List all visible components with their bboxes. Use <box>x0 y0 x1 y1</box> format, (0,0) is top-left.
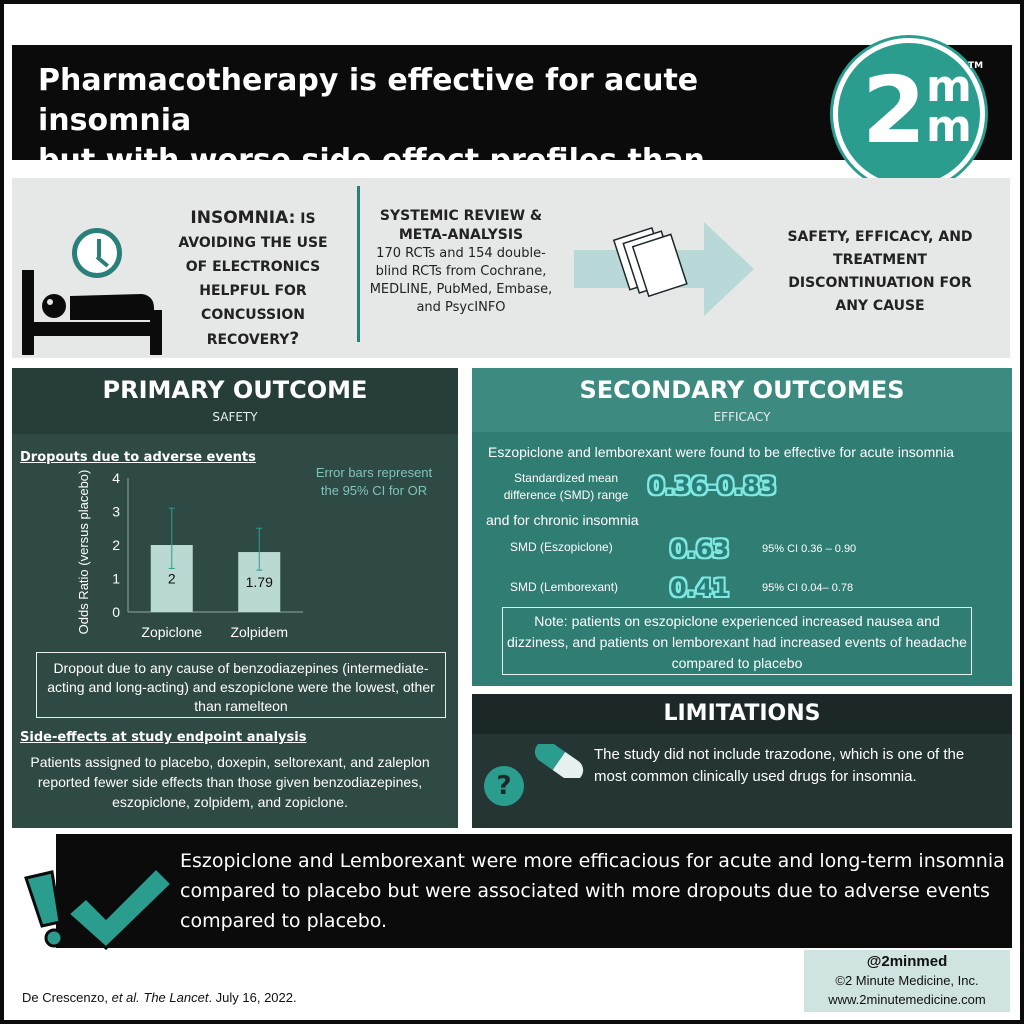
title-line-1: Pharmacotherapy is effective for acute insomnia <box>38 63 699 138</box>
eszopiclone-smd-value: 0.63 <box>670 535 730 563</box>
outcomes-measured: SAFETY, EFFICACY, AND TREATMENT DISCONTINUATION FOR ANY CAUSE <box>787 229 973 314</box>
y-tick-label: 1 <box>112 570 120 587</box>
primary-title: PRIMARY OUTCOME <box>102 376 368 404</box>
acute-efficacy-line: Eszopiclone and lemborexant were found to be effective for acute insomnia <box>488 444 954 460</box>
secondary-header <box>472 368 1012 432</box>
eszopiclone-ci: 95% CI 0.36 – 0.90 <box>762 543 857 555</box>
logo-m-bottom: m <box>926 101 972 152</box>
data-label: 2 <box>167 570 176 587</box>
category-label: Zolpidem <box>230 624 289 640</box>
clock-hand-minute <box>96 255 109 267</box>
lemborexant-ci: 95% CI 0.04– 0.78 <box>762 582 854 594</box>
side-effects-heading: Side-effects at study endpoint analysis <box>20 730 307 745</box>
y-tick-label: 3 <box>112 503 120 520</box>
dropouts-heading: Dropouts due to adverse events <box>20 450 256 465</box>
methods-block <box>366 207 556 317</box>
y-tick-label: 4 <box>112 470 120 486</box>
logo-m-top: m <box>926 61 972 112</box>
conclusion-text: Eszopiclone and Lemborexant were more efficacious for acute and long-term insomnia compared to placebo but were associated with more dropouts due to adverse events compared to placebo. <box>180 850 1005 932</box>
social-handle: @2minmed <box>866 953 948 970</box>
chronic-efficacy-line: and for chronic insomnia <box>486 512 639 528</box>
question-text: IS AVOIDING THE USE OF ELECTRONICS HELPFUL FOR CONCUSSION RECOVERY <box>178 211 328 348</box>
lemborexant-smd-label: SMD (Lemborexant) <box>510 580 619 594</box>
copyright: ©2 Minute Medicine, Inc. <box>835 973 979 988</box>
title-line-2: but with worse side effect profiles than <box>38 143 705 178</box>
credit-box <box>804 950 1010 1012</box>
primary-subtitle: SAFETY <box>212 410 258 424</box>
secondary-subtitle: EFFICACY <box>713 410 771 424</box>
smd-range-label: Standardized mean difference (SMD) range <box>503 471 629 502</box>
lemborexant-smd-value: 0.41 <box>670 574 730 602</box>
y-tick-label: 0 <box>112 604 120 620</box>
question-icon: ? <box>484 766 524 806</box>
category-label: Zopiclone <box>141 624 203 640</box>
limitations-header <box>472 694 1012 734</box>
research-question <box>168 206 338 352</box>
dropout-any-cause-box: Dropout due to any cause of benzodiazepines (intermediate-acting and long-acting) and eszopiclone were the lowest, other than ramelteon <box>36 652 446 718</box>
secondary-title: SECONDARY OUTCOMES <box>579 376 905 404</box>
error-bar-note: Error bars represent the 95% CI for OR <box>315 465 433 498</box>
citation-journal: et al. The Lancet <box>111 990 209 1005</box>
methods-title: SYSTEMIC REVIEW & META-ANALYSIS <box>379 208 543 243</box>
website-link[interactable]: www.2minutemedicine.com <box>828 992 986 1007</box>
question-mark: ? <box>289 329 300 349</box>
capsule-icon <box>524 744 594 778</box>
primary-header <box>12 368 458 434</box>
limitations-text: The study did not include trazodone, which is one of the most common clinically used drugs for insomnia. <box>594 746 965 785</box>
smd-range-value: 0.36-0.83 <box>648 472 777 500</box>
adverse-events-note: Note: patients on eszopiclone experienced increased nausea and dizziness, and patients on lemborexant had increased events of headache compared to placebo <box>502 607 972 675</box>
side-effects-text: Patients assigned to placebo, doxepin, seltorexant, and zaleplon reported fewer side effects than those given benzodiazepines, eszopiclone, zolpidem, and zopiclone. <box>30 754 430 810</box>
limitations-title: LIMITATIONS <box>663 701 821 726</box>
methods-body: 170 RCTs and 154 double-blind RCTs from Cochrane, MEDLINE, PubMed, Embase, and PsycINFO <box>369 246 553 315</box>
question-lead: INSOMNIA: <box>190 208 296 228</box>
citation-authors: De Crescenzo, <box>22 990 112 1005</box>
citation-date: . July 16, 2022. <box>208 990 297 1005</box>
brand-logo <box>833 38 985 190</box>
intro-divider <box>357 186 360 342</box>
logo-digit: 2 <box>862 57 927 164</box>
y-axis-label: Odds Ratio (versus placebo) <box>76 469 91 635</box>
logo-trademark: TM <box>968 61 984 71</box>
data-label: 1.79 <box>245 574 273 591</box>
eszopiclone-smd-label: SMD (Eszopiclone) <box>510 540 613 554</box>
y-tick-label: 2 <box>112 537 120 553</box>
documents-arrow-icon <box>574 222 754 316</box>
odds-ratio-bar-chart <box>18 462 308 652</box>
bed-icon <box>22 270 162 355</box>
checkmark-icon <box>64 862 174 952</box>
citation <box>22 990 297 1005</box>
